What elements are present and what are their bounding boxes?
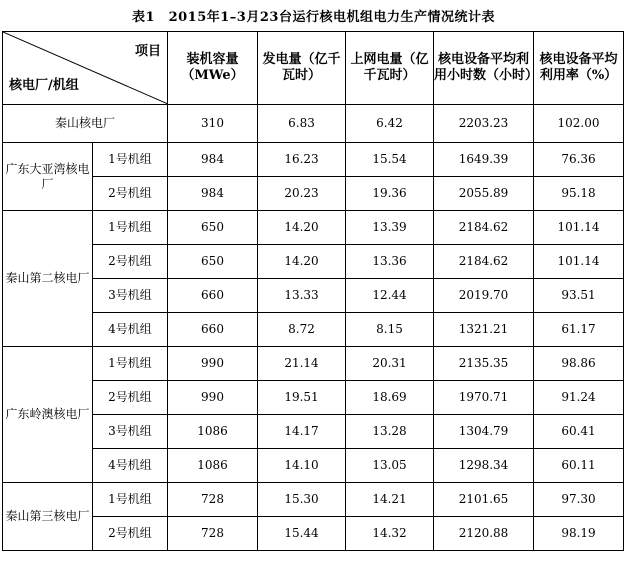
unit-name: 3号机组 [93, 415, 168, 449]
generation-cell: 6.83 [258, 105, 346, 143]
header-row [3, 32, 624, 105]
header-plant-unit: 核电厂/机组 [9, 77, 79, 93]
plant-name: 广东大亚湾核电厂 [3, 143, 93, 211]
rate-cell: 60.41 [534, 415, 624, 449]
grid-cell: 12.44 [346, 279, 434, 313]
grid-cell: 14.32 [346, 517, 434, 551]
header-capacity: 装机容量（MWe） [168, 32, 258, 105]
table-row [3, 381, 624, 415]
rate-cell: 97.30 [534, 483, 624, 517]
unit-name: 1号机组 [93, 347, 168, 381]
table-row [3, 211, 624, 245]
stats-table [2, 31, 624, 551]
capacity-cell: 660 [168, 313, 258, 347]
rate-cell: 101.14 [534, 245, 624, 279]
capacity-cell: 650 [168, 211, 258, 245]
hours-cell: 2120.88 [434, 517, 534, 551]
unit-name: 2号机组 [93, 177, 168, 211]
generation-cell: 8.72 [258, 313, 346, 347]
generation-cell: 15.44 [258, 517, 346, 551]
hours-cell: 1304.79 [434, 415, 534, 449]
generation-cell: 14.20 [258, 245, 346, 279]
grid-cell: 13.36 [346, 245, 434, 279]
hours-cell: 1970.71 [434, 381, 534, 415]
table-row [3, 143, 624, 177]
grid-cell: 13.05 [346, 449, 434, 483]
plant-name: 秦山核电厂 [3, 105, 168, 143]
plant-name: 秦山第二核电厂 [3, 211, 93, 347]
capacity-cell: 310 [168, 105, 258, 143]
capacity-cell: 984 [168, 177, 258, 211]
table-row [3, 347, 624, 381]
capacity-cell: 990 [168, 347, 258, 381]
table-row [3, 483, 624, 517]
unit-name: 2号机组 [93, 381, 168, 415]
capacity-cell: 660 [168, 279, 258, 313]
generation-cell: 15.30 [258, 483, 346, 517]
grid-cell: 8.15 [346, 313, 434, 347]
rate-cell: 93.51 [534, 279, 624, 313]
unit-name: 4号机组 [93, 313, 168, 347]
rate-cell: 98.19 [534, 517, 624, 551]
hours-cell: 2135.35 [434, 347, 534, 381]
header-hours: 核电设备平均利用小时数（小时） [434, 32, 534, 105]
capacity-cell: 650 [168, 245, 258, 279]
grid-cell: 13.39 [346, 211, 434, 245]
unit-name: 1号机组 [93, 143, 168, 177]
generation-cell: 21.14 [258, 347, 346, 381]
generation-cell: 14.10 [258, 449, 346, 483]
unit-name: 2号机组 [93, 517, 168, 551]
capacity-cell: 984 [168, 143, 258, 177]
hours-cell: 2019.70 [434, 279, 534, 313]
rate-cell: 95.18 [534, 177, 624, 211]
generation-cell: 14.20 [258, 211, 346, 245]
rate-cell: 60.11 [534, 449, 624, 483]
hours-cell: 1298.34 [434, 449, 534, 483]
table-row [3, 517, 624, 551]
rate-cell: 61.17 [534, 313, 624, 347]
generation-cell: 16.23 [258, 143, 346, 177]
hours-cell: 1649.39 [434, 143, 534, 177]
table-row [3, 313, 624, 347]
generation-cell: 19.51 [258, 381, 346, 415]
hours-cell: 2184.62 [434, 245, 534, 279]
grid-cell: 14.21 [346, 483, 434, 517]
table-row [3, 105, 624, 143]
capacity-cell: 728 [168, 483, 258, 517]
header-generation: 发电量（亿千瓦时） [258, 32, 346, 105]
table-row [3, 449, 624, 483]
unit-name: 4号机组 [93, 449, 168, 483]
generation-cell: 14.17 [258, 415, 346, 449]
grid-cell: 6.42 [346, 105, 434, 143]
plant-name: 秦山第三核电厂 [3, 483, 93, 551]
grid-cell: 13.28 [346, 415, 434, 449]
rate-cell: 101.14 [534, 211, 624, 245]
hours-cell: 2203.23 [434, 105, 534, 143]
table-row [3, 279, 624, 313]
table-row [3, 245, 624, 279]
capacity-cell: 1086 [168, 449, 258, 483]
hours-cell: 2101.65 [434, 483, 534, 517]
unit-name: 1号机组 [93, 211, 168, 245]
rate-cell: 91.24 [534, 381, 624, 415]
hours-cell: 2055.89 [434, 177, 534, 211]
grid-cell: 20.31 [346, 347, 434, 381]
hours-cell: 1321.21 [434, 313, 534, 347]
header-item: 项目 [134, 44, 161, 59]
capacity-cell: 728 [168, 517, 258, 551]
plant-name: 广东岭澳核电厂 [3, 347, 93, 483]
rate-cell: 76.36 [534, 143, 624, 177]
generation-cell: 13.33 [258, 279, 346, 313]
unit-name: 3号机组 [93, 279, 168, 313]
unit-name: 1号机组 [93, 483, 168, 517]
header-grid: 上网电量（亿千瓦时） [346, 32, 434, 105]
rate-cell: 98.86 [534, 347, 624, 381]
diagonal-header-cell [3, 32, 168, 105]
grid-cell: 15.54 [346, 143, 434, 177]
table-row [3, 415, 624, 449]
rate-cell: 102.00 [534, 105, 624, 143]
unit-name: 2号机组 [93, 245, 168, 279]
generation-cell: 20.23 [258, 177, 346, 211]
grid-cell: 18.69 [346, 381, 434, 415]
capacity-cell: 1086 [168, 415, 258, 449]
capacity-cell: 990 [168, 381, 258, 415]
table-row [3, 177, 624, 211]
hours-cell: 2184.62 [434, 211, 534, 245]
grid-cell: 19.36 [346, 177, 434, 211]
header-rate: 核电设备平均利用率（%） [534, 32, 624, 105]
table-title: 表1 2015年1–3月23台运行核电机组电力生产情况统计表 [132, 10, 495, 25]
